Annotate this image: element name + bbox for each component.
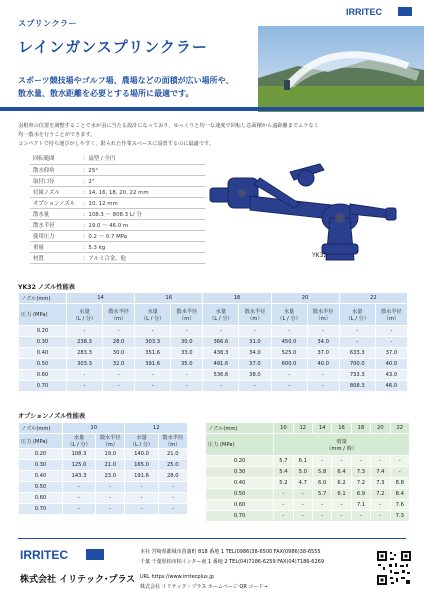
value-cell: - (62, 482, 95, 493)
value-cell: - (203, 381, 239, 392)
value-cell: - (293, 511, 312, 522)
value-cell: 7.3 (351, 467, 370, 478)
value-cell: - (307, 381, 339, 392)
flow-label: 水量 (147, 308, 158, 315)
value-cell: - (103, 381, 135, 392)
flow-unit: （L / 分） (277, 315, 301, 322)
description-line: 羽根車の位置を調整することで水が羽に当たる設計になっており、ゆっくりと均一な速度で回転し芯面積から遠距離までムラなく (18, 123, 319, 129)
value-cell: - (66, 370, 102, 381)
value-cell: - (171, 370, 203, 381)
nozzle-header: ノズル(mm) (206, 423, 274, 434)
radius-unit: （m） (247, 315, 263, 322)
value-cell: - (96, 493, 125, 504)
value-cell: - (96, 504, 125, 515)
nozzle-size: 16 (332, 423, 351, 434)
nozzle-size: 16 (135, 293, 203, 304)
spec-value: ：0.2 ～ 0.7 MPa (80, 230, 205, 241)
value-cell: 40.0 (307, 359, 339, 370)
value-cell: 283.3 (66, 348, 102, 359)
spec-key: 散水量 (30, 208, 80, 219)
value-cell: 808.3 (339, 381, 375, 392)
value-cell: 33.0 (171, 348, 203, 359)
nozzle-size: 10 (62, 423, 125, 434)
spec-row (30, 241, 205, 252)
value-cell: 6.2 (332, 478, 351, 489)
radius-label: 散水半径 (176, 308, 198, 315)
value-cell: 536.6 (203, 370, 239, 381)
radius-header (103, 304, 135, 326)
value-cell: 5.7 (274, 456, 293, 467)
value-cell: - (158, 482, 187, 493)
value-cell: 7.6 (390, 500, 409, 511)
value-cell: 19.0 (96, 449, 125, 460)
value-cell: 600.0 (271, 359, 307, 370)
spec-key: 重量 (30, 241, 80, 252)
value-cell: 125.0 (62, 460, 95, 471)
address-line: 千葉 千葉県柏市柏インター南 1 番地 2 TEL(04)7186-6259 FAX(04)7186-6269 (140, 558, 324, 565)
table-row (206, 500, 410, 511)
value-cell: 191.6 (125, 471, 158, 482)
flow-header (203, 304, 239, 326)
spec-row (30, 252, 205, 263)
spec-row (30, 153, 205, 164)
value-cell: - (96, 482, 125, 493)
value-cell: - (239, 326, 271, 337)
value-cell: - (371, 456, 390, 467)
rainfall-label: 雨量 (336, 438, 347, 445)
value-cell: 491.6 (203, 359, 239, 370)
flow-header (125, 434, 158, 449)
radius-unit: （m） (165, 442, 181, 448)
value-cell: 37.0 (239, 359, 271, 370)
category-label: スプリンクラー (18, 19, 78, 28)
pressure-header: 圧力 (MPa) (206, 434, 274, 456)
value-cell: - (239, 381, 271, 392)
option-nozzle-table (18, 422, 188, 515)
radius-unit: （m） (315, 315, 331, 322)
value-cell: - (158, 493, 187, 504)
value-cell: - (103, 326, 135, 337)
flow-label: 水量 (73, 435, 85, 441)
value-cell: 28.0 (103, 337, 135, 348)
value-cell: 165.0 (125, 460, 158, 471)
footer-divider (18, 538, 406, 539)
footer-logo (20, 546, 110, 564)
table-row (19, 348, 408, 359)
pressure-cell: 0.50 (19, 482, 63, 493)
flow-unit: （L / 分） (345, 315, 369, 322)
value-cell: - (307, 326, 339, 337)
spec-key: 使用圧力 (30, 230, 80, 241)
value-cell: 7.2 (371, 489, 390, 500)
nozzle-size: 22 (390, 423, 409, 434)
value-cell: 7.3 (390, 511, 409, 522)
table-row (206, 489, 410, 500)
value-cell: 6.1 (332, 489, 351, 500)
table-row (19, 493, 188, 504)
nozzle-header: ノズル(mm) (19, 293, 67, 304)
pressure-cell: 0.70 (206, 511, 274, 522)
value-cell: 7.1 (351, 500, 370, 511)
pressure-cell: 0.70 (19, 504, 63, 515)
value-cell: - (307, 370, 339, 381)
spec-value: ：14, 16, 18, 20, 22 mm (80, 186, 205, 197)
value-cell: - (62, 504, 95, 515)
value-cell: - (339, 337, 375, 348)
value-cell: - (274, 489, 293, 500)
value-cell: - (339, 326, 375, 337)
description-line: 均一散水を行うことができます。 (18, 132, 96, 138)
value-cell: 5.7 (312, 489, 331, 500)
pressure-cell: 0.50 (19, 359, 67, 370)
value-cell: - (62, 493, 95, 504)
flow-label: 水量 (283, 308, 295, 315)
value-cell: 23.0 (96, 471, 125, 482)
table-row (19, 482, 188, 493)
flow-unit: （L / 分） (67, 442, 91, 448)
spec-row (30, 197, 205, 208)
spec-key: 取付口径 (30, 175, 80, 186)
value-cell: 438.3 (203, 348, 239, 359)
nozzle-size: 18 (203, 293, 271, 304)
spec-value: ：2" (80, 175, 205, 186)
lead-text (18, 74, 263, 100)
footer-brand-text: IRRITEC (20, 548, 68, 562)
value-cell: 140.0 (125, 449, 158, 460)
product-label: YK32 (312, 252, 328, 259)
value-cell: - (125, 493, 158, 504)
value-cell: 450.0 (271, 337, 307, 348)
value-cell: - (390, 467, 409, 478)
value-cell: 34.0 (239, 348, 271, 359)
value-cell: - (312, 511, 331, 522)
value-cell: - (66, 381, 102, 392)
value-cell: 525.0 (271, 348, 307, 359)
pressure-header: 圧力 (MPa) (19, 304, 67, 326)
value-cell: 366.6 (203, 337, 239, 348)
spec-row (30, 219, 205, 230)
value-cell: 21.0 (158, 449, 187, 460)
flow-unit: （L / 分） (72, 315, 97, 322)
value-cell: 6.4 (332, 467, 351, 478)
value-cell: 34.0 (307, 337, 339, 348)
table-row (19, 471, 188, 482)
irritec-logo (346, 4, 416, 18)
value-cell: - (274, 511, 293, 522)
flow-label: 水量 (136, 435, 147, 441)
spec-row (30, 186, 205, 197)
value-cell: 40.0 (375, 359, 407, 370)
pressure-cell: 0.70 (19, 381, 67, 392)
value-cell: 46.0 (375, 381, 407, 392)
flow-unit: （L / 分） (209, 315, 233, 322)
pressure-cell: 0.20 (19, 326, 67, 337)
rainfall-table (205, 422, 410, 522)
value-cell: - (332, 511, 351, 522)
pressure-cell: 0.60 (19, 493, 63, 504)
table-row (19, 359, 408, 370)
value-cell: 6.0 (312, 478, 331, 489)
value-cell: 7.4 (371, 467, 390, 478)
qr-caption: 株式会社 イリテック・プラス ホームページ QR コード→ (140, 583, 268, 590)
value-cell: 4.7 (293, 478, 312, 489)
spec-value: ：5.3 kg (80, 241, 205, 252)
pressure-cell: 0.20 (19, 449, 63, 460)
value-cell: 5.2 (274, 478, 293, 489)
spec-key: 材質 (30, 252, 80, 263)
radius-unit: （m） (179, 315, 195, 322)
radius-label: 散水半径 (162, 435, 184, 441)
value-cell: - (171, 381, 203, 392)
value-cell: 21.0 (96, 460, 125, 471)
pressure-header: 圧力 (MPa) (19, 434, 63, 449)
value-cell: 38.0 (239, 370, 271, 381)
value-cell: 32.0 (103, 359, 135, 370)
value-cell: 391.6 (135, 359, 171, 370)
flow-label: 水量 (79, 308, 90, 315)
value-cell: 143.3 (62, 471, 95, 482)
rainfall-header (274, 434, 410, 456)
pressure-cell: 0.30 (206, 467, 274, 478)
table-row (19, 460, 188, 471)
flow-header (339, 304, 375, 326)
nozzle-performance-table (18, 292, 408, 392)
nozzle-size: 20 (271, 293, 339, 304)
value-cell: 5.0 (293, 467, 312, 478)
value-cell: 31.0 (239, 337, 271, 348)
page-title: レインガンスプリンクラー (18, 38, 208, 56)
nozzle-size: 12 (293, 423, 312, 434)
rainfall-unit: （mm / 時） (326, 445, 357, 452)
value-cell: - (293, 500, 312, 511)
flow-header (271, 304, 307, 326)
value-cell: 7.2 (351, 478, 370, 489)
flow-header (135, 304, 171, 326)
table-row (206, 478, 410, 489)
value-cell: - (375, 326, 407, 337)
radius-header (158, 434, 187, 449)
spec-key: オプションノズル (30, 197, 80, 208)
nozzle-size: 20 (371, 423, 390, 434)
value-cell: - (125, 482, 158, 493)
value-cell: 108.3 (62, 449, 95, 460)
value-cell: - (375, 337, 407, 348)
spec-value: ：扇型 / 全円 (80, 153, 205, 164)
table-row (206, 456, 410, 467)
radius-label: 散水半径 (108, 308, 129, 315)
value-cell: - (103, 370, 135, 381)
pressure-cell: 0.30 (19, 337, 67, 348)
value-cell: - (171, 326, 203, 337)
radius-label: 散水半径 (381, 308, 402, 315)
value-cell: 238.3 (66, 337, 102, 348)
table-row (19, 449, 188, 460)
table-row (206, 511, 410, 522)
value-cell: - (271, 381, 307, 392)
flow-unit: （L / 分） (140, 315, 165, 322)
table2-title: オプションノズル性能表 (18, 413, 86, 420)
spec-key: 散水仰角 (30, 164, 80, 175)
spec-row (30, 175, 205, 186)
website-link[interactable]: URL https://www.irritecplus.jp (140, 574, 214, 580)
value-cell: 6.9 (351, 489, 370, 500)
description (18, 122, 413, 149)
value-cell: 6.1 (293, 456, 312, 467)
value-cell: - (271, 326, 307, 337)
spec-key: 付属ノズル (30, 186, 80, 197)
spec-key: 回転範囲 (30, 153, 80, 164)
value-cell: - (312, 456, 331, 467)
value-cell: 37.0 (307, 348, 339, 359)
spec-value: ：25° (80, 164, 205, 175)
value-cell: 351.6 (135, 348, 171, 359)
value-cell: 30.0 (171, 337, 203, 348)
spec-value: ：19.0 ～ 46.0 m (80, 219, 205, 230)
value-cell: 7.3 (371, 478, 390, 489)
value-cell: - (135, 381, 171, 392)
value-cell: - (271, 370, 307, 381)
value-cell: 303.3 (135, 337, 171, 348)
divider (0, 107, 424, 111)
value-cell: 25.0 (158, 460, 187, 471)
radius-label: 散水半径 (312, 308, 334, 315)
radius-unit: （m） (110, 315, 127, 322)
value-cell: - (390, 456, 409, 467)
pressure-cell: 0.60 (19, 370, 67, 381)
value-cell: 303.3 (66, 359, 102, 370)
spec-key: 散水半径 (30, 219, 80, 230)
nozzle-size: 14 (66, 293, 134, 304)
spec-row (30, 208, 205, 219)
radius-label: 散水半径 (99, 435, 121, 441)
pressure-cell: 0.40 (19, 348, 67, 359)
value-cell: 5.4 (274, 467, 293, 478)
product-image (190, 148, 415, 268)
spec-value: ：10, 12 mm (80, 197, 205, 208)
spec-value: ：108.3 ～ 808.3 L/ 分 (80, 208, 205, 219)
flow-label: 水量 (352, 308, 363, 315)
spec-row (30, 164, 205, 175)
radius-unit: （m） (102, 442, 118, 448)
table-row (19, 381, 408, 392)
value-cell: - (332, 500, 351, 511)
pressure-cell: 0.40 (206, 478, 274, 489)
nozzle-size: 22 (339, 293, 407, 304)
pressure-cell: 0.30 (19, 460, 63, 471)
nozzle-size: 18 (351, 423, 370, 434)
nozzle-header: ノズル(mm) (19, 423, 63, 434)
radius-header (239, 304, 271, 326)
radius-unit: （m） (383, 315, 400, 322)
value-cell: 35.0 (171, 359, 203, 370)
address-line: 本社 宮崎県都城市菖蒲町 818 番地 1 TEL(0986)38-6500 FAX(0986)38-6555 (140, 549, 321, 555)
nozzle-size: 12 (125, 423, 188, 434)
value-cell: 37.0 (375, 348, 407, 359)
radius-label: 散水半径 (244, 308, 266, 315)
pressure-cell: 0.60 (206, 500, 274, 511)
value-cell: - (351, 456, 370, 467)
qr-code-icon[interactable] (376, 550, 412, 586)
value-cell: - (135, 370, 171, 381)
table1-title: YK32 ノズル性能表 (18, 284, 75, 291)
nozzle-size: 14 (312, 423, 331, 434)
flow-label: 水量 (215, 308, 227, 315)
company-name: 株式会社 イリテック･プラス (20, 575, 136, 585)
value-cell: 8.8 (390, 478, 409, 489)
radius-header (375, 304, 407, 326)
value-cell: 733.3 (339, 370, 375, 381)
nozzle-size: 10 (274, 423, 293, 434)
value-cell: - (312, 500, 331, 511)
value-cell: - (158, 504, 187, 515)
spec-value: ：アルミ合金、他 (80, 252, 205, 263)
table-row (19, 337, 408, 348)
value-cell: 8.4 (390, 489, 409, 500)
flow-unit: （L / 分） (129, 442, 154, 448)
description-line: コンパクトで持ち運びがしやすく、限られた作業スペースに設置するのに最適です。 (18, 141, 214, 147)
value-cell: 5.8 (312, 467, 331, 478)
value-cell: - (371, 511, 390, 522)
value-cell: 30.0 (103, 348, 135, 359)
value-cell: 700.0 (339, 359, 375, 370)
value-cell: - (135, 326, 171, 337)
pressure-cell: 0.20 (206, 456, 274, 467)
value-cell: - (293, 489, 312, 500)
value-cell: - (371, 500, 390, 511)
radius-header (307, 304, 339, 326)
table-row (19, 370, 408, 381)
lead-line: スポーツ競技場やゴルフ場、農場などの面積が広い場所や、 (18, 76, 234, 85)
value-cell: - (203, 326, 239, 337)
value-cell: - (274, 500, 293, 511)
lead-line: 散水量、散水距離を必要とする場所に最適です。 (18, 89, 194, 98)
table-row (19, 326, 408, 337)
spec-row (30, 230, 205, 241)
flow-header (62, 434, 95, 449)
field-photo (258, 26, 424, 112)
radius-header (96, 434, 125, 449)
value-cell: - (66, 326, 102, 337)
value-cell: - (351, 511, 370, 522)
pressure-cell: 0.40 (19, 471, 63, 482)
value-cell: - (125, 504, 158, 515)
brand-text: IRRITEC (346, 7, 382, 17)
spec-table (30, 153, 205, 264)
value-cell: 28.0 (158, 471, 187, 482)
value-cell: - (332, 456, 351, 467)
flow-header (66, 304, 102, 326)
value-cell: 43.0 (375, 370, 407, 381)
company-address (140, 548, 372, 592)
pressure-cell: 0.50 (206, 489, 274, 500)
radius-header (171, 304, 203, 326)
table-row (19, 504, 188, 515)
value-cell: 633.3 (339, 348, 375, 359)
table-row (206, 467, 410, 478)
